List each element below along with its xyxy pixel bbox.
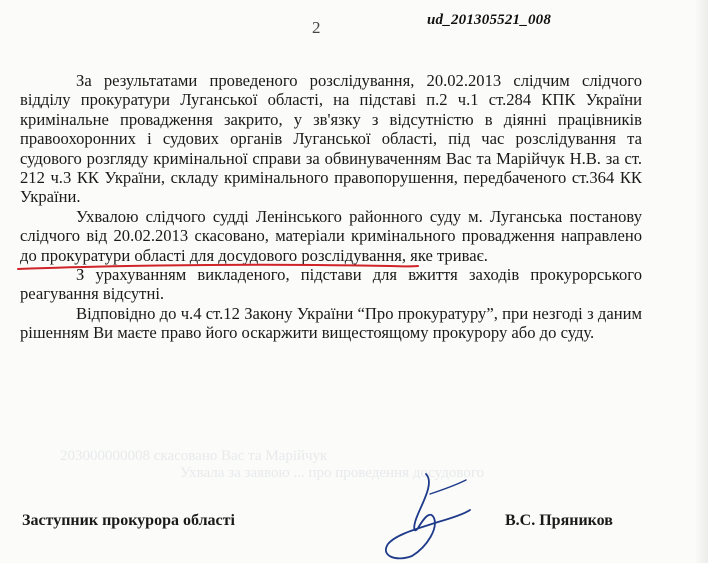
bleed-line: 203000000008 скасовано Вас та Марійчук bbox=[60, 448, 328, 464]
signature-stroke bbox=[386, 474, 470, 558]
signatory-name: В.С. Пряников bbox=[505, 512, 613, 529]
page-number: 2 bbox=[312, 18, 321, 37]
paragraph-court-ruling: Ухвалою слідчого судді Ленінського районного суду м. Луганська постанову слідчого від 20.02.2013 скасовано, матеріали кримінального провадження направлено до прокуратури області для досудового розслідування, яке триває. bbox=[20, 206, 642, 265]
paragraph-no-grounds: З урахуванням викладеного, підстави для вжиття заходів прокурорського реагування відсутні. bbox=[20, 265, 642, 304]
red-pen-underline bbox=[16, 261, 420, 273]
signature-stroke bbox=[430, 480, 466, 494]
bleed-line: Ухвала за заявою ... про проведення досудового bbox=[180, 465, 485, 481]
signatory-title: Заступник прокурора області bbox=[22, 512, 235, 529]
paragraph-appeal-right: Відповідно до ч.4 ст.12 Закону України “Про прокуратуру”, при незгоді з даним рішенням Ви маєте право його оскаржити вищестоящому прокурору або до суду. bbox=[20, 303, 642, 343]
letter-body bbox=[20, 71, 642, 343]
paragraph-investigation-result: За результатами проведеного розслідування, 20.02.2013 слідчим слідчого відділу прокуратури Луганської області, на підставі п.2 ч.1 ст.284 КПК України кримінальне провадження закрито, у зв'язку з відсутністю в діянні працівників правоохоронних і судових органів Луганської області, під час розслідування та судового розгляду кримінальної справи за обвинуваченням Вас та Марійчук Н.В. за ст. 212 ч.3 КК України, складу кримінального правопорушення, передбаченого ст.364 КК України. bbox=[20, 71, 642, 207]
handwritten-signature bbox=[368, 470, 472, 563]
scan-edge-shadow bbox=[694, 0, 708, 563]
underline-stroke bbox=[18, 265, 418, 269]
document-id: ud_201305521_008 bbox=[427, 12, 552, 28]
